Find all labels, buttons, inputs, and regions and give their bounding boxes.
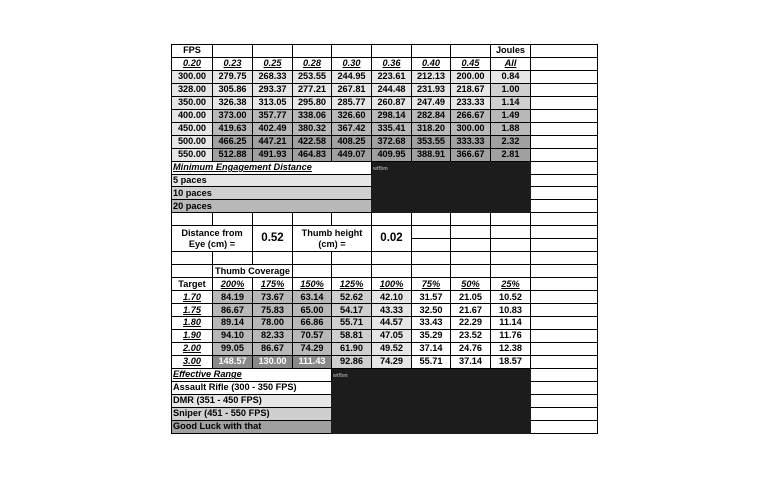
joules-sub: All <box>491 57 531 70</box>
fps-cell: 295.80 <box>293 96 332 109</box>
bb-weight-cell: 0.45 <box>451 57 491 70</box>
empty-cell <box>531 407 598 420</box>
effective-range-item: DMR (351 - 450 FPS) <box>172 394 332 407</box>
fps-cell: 367.42 <box>332 122 372 135</box>
fps-cell: 293.37 <box>253 83 293 96</box>
thumb-cell: 37.14 <box>451 355 491 368</box>
percent-cell: 25% <box>491 278 531 291</box>
thumb-cell: 43.33 <box>372 304 412 317</box>
empty-cell <box>451 265 491 278</box>
thumb-cell: 22.29 <box>451 317 491 330</box>
fps-cell: 231.93 <box>412 83 451 96</box>
thumb-cell: 21.67 <box>451 304 491 317</box>
empty-cell <box>412 265 451 278</box>
empty-cell <box>531 109 598 122</box>
thumb-cell: 23.52 <box>451 329 491 342</box>
empty-cell <box>531 291 598 304</box>
thumb-cell: 55.71 <box>412 355 451 368</box>
fps-cell: 200.00 <box>451 70 491 83</box>
fps-row <box>172 122 598 135</box>
percent-cell: 50% <box>451 278 491 291</box>
target-cell: 1.80 <box>172 317 213 330</box>
thumb-cell: 32.50 <box>412 304 451 317</box>
empty-cell <box>531 213 598 226</box>
thumb-title-row <box>172 265 598 278</box>
thumb-cell: 148.57 <box>213 355 253 368</box>
fps-cell: 380.32 <box>293 122 332 135</box>
fps-cell: 357.77 <box>253 109 293 122</box>
fps-cell: 282.84 <box>412 109 451 122</box>
thumb-cell: 70.57 <box>293 329 332 342</box>
percent-cell: 100% <box>372 278 412 291</box>
empty-cell <box>172 252 213 265</box>
fps-cell: 372.68 <box>372 135 412 148</box>
thumb-cell: 75.83 <box>253 304 293 317</box>
thumb-cell: 63.14 <box>293 291 332 304</box>
fps-cell: 212.13 <box>412 70 451 83</box>
engagement-title-row <box>172 161 598 174</box>
thumb-percent-row <box>172 278 598 291</box>
thumb-row <box>172 342 598 355</box>
empty-cell <box>412 226 451 239</box>
bb-weight-cell: 0.25 <box>253 57 293 70</box>
fps-cell: 388.91 <box>412 148 451 161</box>
fps-base-cell: 350.00 <box>172 96 213 109</box>
empty-cell <box>412 239 451 252</box>
empty-cell <box>372 213 412 226</box>
bb-weight-cell: 0.36 <box>372 57 412 70</box>
fps-cell: 313.05 <box>253 96 293 109</box>
fps-row <box>172 83 598 96</box>
spacer-row <box>172 252 598 265</box>
empty-cell <box>332 45 372 58</box>
fps-cell: 305.86 <box>213 83 253 96</box>
fps-cell: 335.41 <box>372 122 412 135</box>
empty-cell <box>332 252 372 265</box>
thumb-cell: 11.76 <box>491 329 531 342</box>
empty-cell <box>412 213 451 226</box>
empty-cell <box>531 278 598 291</box>
empty-cell <box>531 304 598 317</box>
spreadsheet <box>171 44 598 434</box>
bb-weight-cell: 0.20 <box>172 57 213 70</box>
target-cell: 2.00 <box>172 342 213 355</box>
thumb-cell: 55.71 <box>332 317 372 330</box>
joules-cell: 0.84 <box>491 70 531 83</box>
empty-cell <box>531 265 598 278</box>
thumb-cell: 66.86 <box>293 317 332 330</box>
bb-weight-row <box>172 57 598 70</box>
thumb-cell: 35.29 <box>412 329 451 342</box>
percent-cell: 75% <box>412 278 451 291</box>
thumb-cell: 82.33 <box>253 329 293 342</box>
effective-range-item: Good Luck with that <box>172 420 332 433</box>
empty-cell <box>531 368 598 381</box>
fps-cell: 409.95 <box>372 148 412 161</box>
fps-cell: 408.25 <box>332 135 372 148</box>
thumb-cell: 86.67 <box>213 304 253 317</box>
empty-cell <box>253 213 293 226</box>
empty-cell <box>451 45 491 58</box>
thumb-cell: 74.29 <box>372 355 412 368</box>
fps-cell: 449.07 <box>332 148 372 161</box>
thumb-cell: 37.14 <box>412 342 451 355</box>
fps-cell: 218.67 <box>451 83 491 96</box>
empty-cell <box>531 135 598 148</box>
joules-cell: 2.81 <box>491 148 531 161</box>
thumb-row <box>172 317 598 330</box>
thumb-cell: 49.52 <box>372 342 412 355</box>
fps-cell: 466.25 <box>213 135 253 148</box>
thumb-cell: 42.10 <box>372 291 412 304</box>
fps-cell: 268.33 <box>253 70 293 83</box>
engagement-item: 20 paces <box>172 200 372 213</box>
thumb-cell: 21.05 <box>451 291 491 304</box>
thumb-cell: 52.62 <box>332 291 372 304</box>
fps-cell: 253.55 <box>293 70 332 83</box>
fps-cell: 447.21 <box>253 135 293 148</box>
thumb-cell: 65.00 <box>293 304 332 317</box>
empty-cell <box>531 420 598 433</box>
fps-cell: 402.49 <box>253 122 293 135</box>
empty-cell <box>531 45 598 58</box>
thumb-cell: 33.43 <box>412 317 451 330</box>
empty-cell <box>213 252 253 265</box>
empty-cell <box>531 394 598 407</box>
target-cell: 1.75 <box>172 304 213 317</box>
thumb-coverage-title: Thumb Coverage <box>213 265 293 278</box>
empty-cell <box>172 265 213 278</box>
thumb-cell: 130.00 <box>253 355 293 368</box>
empty-cell <box>531 122 598 135</box>
empty-cell <box>531 57 598 70</box>
empty-cell <box>253 45 293 58</box>
effective-range-item: Assault Rifle (300 - 350 FPS) <box>172 381 332 394</box>
empty-cell <box>531 226 598 239</box>
fps-row <box>172 70 598 83</box>
empty-cell <box>491 265 531 278</box>
fps-header-row <box>172 45 598 58</box>
empty-cell <box>372 45 412 58</box>
empty-cell <box>412 45 451 58</box>
empty-cell <box>451 213 491 226</box>
joules-cell: 1.14 <box>491 96 531 109</box>
fps-cell: 279.75 <box>213 70 253 83</box>
thumb-row <box>172 329 598 342</box>
joules-cell: 2.32 <box>491 135 531 148</box>
target-label: Target <box>172 278 213 291</box>
engagement-item: 10 paces <box>172 187 372 200</box>
empty-cell <box>531 317 598 330</box>
empty-cell <box>451 239 491 252</box>
engagement-note: wtfbm <box>373 165 388 172</box>
thumb-cell: 94.10 <box>213 329 253 342</box>
engagement-title: Minimum Engagement Distance <box>172 161 372 174</box>
thumb-cell: 74.29 <box>293 342 332 355</box>
target-cell: 3.00 <box>172 355 213 368</box>
fps-cell: 277.21 <box>293 83 332 96</box>
thumb-cell: 54.17 <box>332 304 372 317</box>
thumb-row <box>172 291 598 304</box>
thumb-cell: 99.05 <box>213 342 253 355</box>
distance-label: Distance from Eye (cm) = <box>172 226 253 252</box>
effective-range-item: Sniper (451 - 550 FPS) <box>172 407 332 420</box>
fps-cell: 244.95 <box>332 70 372 83</box>
effective-range-title: Effective Range <box>172 368 332 381</box>
fps-row <box>172 148 598 161</box>
fps-base-cell: 550.00 <box>172 148 213 161</box>
thumb-cell: 24.76 <box>451 342 491 355</box>
bb-weight-cell: 0.30 <box>332 57 372 70</box>
thumb-cell: 10.83 <box>491 304 531 317</box>
fps-row <box>172 109 598 122</box>
fps-cell: 422.58 <box>293 135 332 148</box>
thumb-height-label: Thumb height (cm) = <box>293 226 372 252</box>
fps-base-cell: 300.00 <box>172 70 213 83</box>
effective-title-row <box>172 368 598 381</box>
empty-cell <box>531 239 598 252</box>
target-cell: 1.70 <box>172 291 213 304</box>
thumb-cell: 92.86 <box>332 355 372 368</box>
thumb-cell: 58.81 <box>332 329 372 342</box>
fps-cell: 260.87 <box>372 96 412 109</box>
thumb-cell: 31.57 <box>412 291 451 304</box>
engagement-item: 5 paces <box>172 174 372 187</box>
percent-cell: 150% <box>293 278 332 291</box>
empty-cell <box>531 329 598 342</box>
empty-cell <box>332 213 372 226</box>
target-cell: 1.90 <box>172 329 213 342</box>
thumb-cell: 18.57 <box>491 355 531 368</box>
empty-cell <box>451 252 491 265</box>
thumb-row <box>172 355 598 368</box>
fps-cell: 267.81 <box>332 83 372 96</box>
fps-cell: 247.49 <box>412 96 451 109</box>
fps-cell: 266.67 <box>451 109 491 122</box>
fps-cell: 338.06 <box>293 109 332 122</box>
thumb-cell: 47.05 <box>372 329 412 342</box>
fps-cell: 512.88 <box>213 148 253 161</box>
thumb-height-value: 0.02 <box>372 226 412 252</box>
percent-cell: 175% <box>253 278 293 291</box>
bb-weight-cell: 0.40 <box>412 57 451 70</box>
fps-base-cell: 500.00 <box>172 135 213 148</box>
fps-cell: 223.61 <box>372 70 412 83</box>
fps-row <box>172 135 598 148</box>
fps-cell: 464.83 <box>293 148 332 161</box>
thumb-cell: 86.67 <box>253 342 293 355</box>
joules-cell: 1.88 <box>491 122 531 135</box>
empty-cell <box>253 252 293 265</box>
empty-cell <box>531 174 598 187</box>
fps-cell: 373.00 <box>213 109 253 122</box>
thumb-cell: 12.38 <box>491 342 531 355</box>
fps-cell: 298.14 <box>372 109 412 122</box>
fps-base-cell: 450.00 <box>172 122 213 135</box>
fps-cell: 244.48 <box>372 83 412 96</box>
empty-cell <box>293 213 332 226</box>
bb-weight-cell: 0.23 <box>213 57 253 70</box>
thumb-cell: 44.57 <box>372 317 412 330</box>
effective-note: wtfbm <box>333 372 348 379</box>
fps-cell: 366.67 <box>451 148 491 161</box>
empty-cell <box>531 96 598 109</box>
empty-cell <box>531 252 598 265</box>
empty-cell <box>531 381 598 394</box>
fps-base-cell: 400.00 <box>172 109 213 122</box>
empty-cell <box>213 45 253 58</box>
thumb-cell: 89.14 <box>213 317 253 330</box>
empty-cell <box>293 252 332 265</box>
thumb-cell: 11.14 <box>491 317 531 330</box>
empty-cell <box>491 213 531 226</box>
thumb-cell: 111.43 <box>293 355 332 368</box>
measure-row-1 <box>172 226 598 239</box>
percent-cell: 125% <box>332 278 372 291</box>
joules-cell: 1.00 <box>491 83 531 96</box>
bb-weight-cell: 0.28 <box>293 57 332 70</box>
fps-cell: 491.93 <box>253 148 293 161</box>
joules-header: Joules <box>491 45 531 58</box>
empty-cell <box>172 213 213 226</box>
thumb-cell: 78.00 <box>253 317 293 330</box>
empty-cell <box>293 45 332 58</box>
distance-value: 0.52 <box>253 226 293 252</box>
empty-cell <box>213 213 253 226</box>
thumb-cell: 61.90 <box>332 342 372 355</box>
fps-cell: 353.55 <box>412 135 451 148</box>
spacer-row <box>172 213 598 226</box>
empty-cell <box>531 342 598 355</box>
joules-cell: 1.49 <box>491 109 531 122</box>
empty-cell <box>332 265 372 278</box>
fps-base-cell: 328.00 <box>172 83 213 96</box>
fps-cell: 285.77 <box>332 96 372 109</box>
empty-cell <box>531 200 598 213</box>
fps-cell: 326.38 <box>213 96 253 109</box>
thumb-cell: 73.67 <box>253 291 293 304</box>
empty-cell <box>293 265 332 278</box>
empty-cell <box>531 161 598 174</box>
fps-cell: 300.00 <box>451 122 491 135</box>
empty-cell <box>531 148 598 161</box>
engagement-black-block <box>372 161 531 213</box>
fps-cell: 419.63 <box>213 122 253 135</box>
thumb-cell: 10.52 <box>491 291 531 304</box>
empty-cell <box>491 252 531 265</box>
empty-cell <box>531 70 598 83</box>
empty-cell <box>412 252 451 265</box>
empty-cell <box>491 239 531 252</box>
empty-cell <box>531 187 598 200</box>
fps-cell: 326.60 <box>332 109 372 122</box>
empty-cell <box>491 226 531 239</box>
fps-row <box>172 96 598 109</box>
percent-cell: 200% <box>213 278 253 291</box>
empty-cell <box>451 226 491 239</box>
fps-cell: 233.33 <box>451 96 491 109</box>
thumb-cell: 84.19 <box>213 291 253 304</box>
empty-cell <box>372 252 412 265</box>
empty-cell <box>531 355 598 368</box>
thumb-row <box>172 304 598 317</box>
fps-header: FPS <box>172 45 213 58</box>
empty-cell <box>531 83 598 96</box>
fps-cell: 318.20 <box>412 122 451 135</box>
fps-cell: 333.33 <box>451 135 491 148</box>
effective-black-block <box>332 368 531 433</box>
empty-cell <box>372 265 412 278</box>
